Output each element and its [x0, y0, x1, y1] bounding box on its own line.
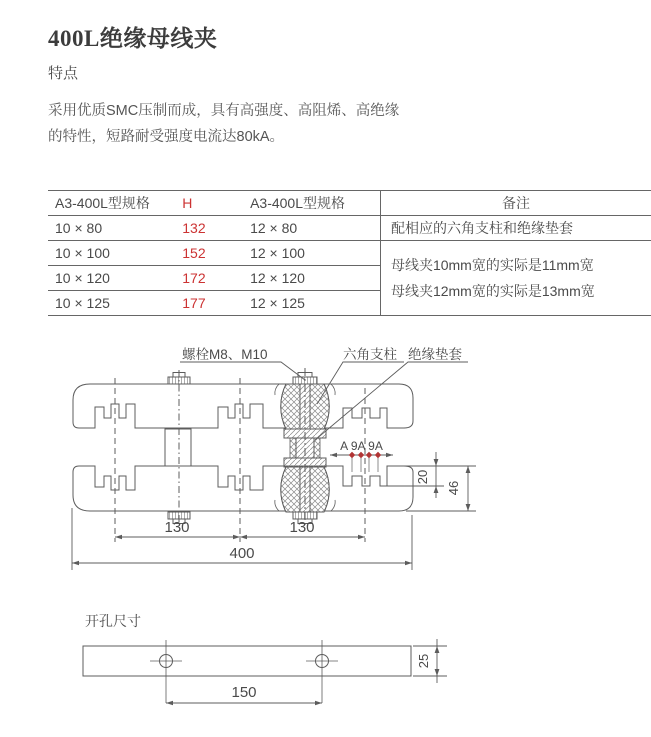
spec-table	[48, 190, 651, 316]
pitch-left-value: 130	[164, 519, 190, 536]
mounting-strip	[83, 646, 411, 676]
header-spec12: A3-400L型规格	[243, 191, 380, 216]
features-paragraph	[48, 98, 468, 150]
remark-line2: 母线夹12mm宽的实际是13mm宽	[390, 283, 595, 299]
features-heading: 特点	[48, 65, 79, 82]
header-spec10: A3-400L型规格	[48, 191, 172, 216]
header-h: H	[172, 191, 243, 216]
features-line2: 的特性，短路耐受强度电流达80kA。	[48, 129, 285, 145]
spec-table-header-row	[48, 191, 651, 216]
cell-remark: 配相应的六角支柱和绝缘垫套	[380, 216, 651, 241]
hex-pillar-label: 六角支柱	[343, 347, 397, 362]
cell-spec12: 12 × 120	[243, 266, 380, 291]
busbar-clamp-drawing	[72, 346, 476, 705]
cell-h: 132	[172, 216, 243, 241]
cell-h: 172	[172, 266, 243, 291]
cell-spec10: 10 × 80	[48, 216, 172, 241]
step-height-value: 20	[415, 469, 430, 485]
features-line1: 采用优质SMC压制而成，具有高强度、高阻烯、高绝缘	[48, 103, 400, 119]
table-row	[48, 241, 651, 266]
top-busbar-outline	[73, 384, 413, 428]
technical-drawing	[0, 330, 651, 737]
remark-line1: 母线夹10mm宽的实际是11mm宽	[390, 257, 594, 273]
cell-spec12: 12 × 100	[243, 241, 380, 266]
spacer-block	[165, 429, 191, 466]
pitch-right-value: 130	[289, 519, 315, 536]
tooth-pitch-value: A 9A 9A	[340, 439, 383, 453]
cell-spec12: 12 × 80	[243, 216, 380, 241]
total-length-dimension	[72, 508, 412, 570]
insulator-assembly	[275, 368, 335, 528]
cell-spec10: 10 × 120	[48, 266, 172, 291]
page-title: 400L绝缘母线夹	[48, 26, 218, 51]
cell-h: 152	[172, 241, 243, 266]
cell-spec10: 10 × 125	[48, 291, 172, 316]
hole-pitch-value: 150	[231, 684, 257, 701]
sleeve-label: 绝缘垫套	[408, 347, 462, 362]
header-remark: 备注	[380, 191, 651, 216]
table-row	[48, 216, 651, 241]
hole-layout-drawing	[83, 639, 447, 705]
bottom-busbar-outline	[73, 466, 413, 511]
bar-height-value: 46	[446, 480, 461, 496]
cell-spec10: 10 × 100	[48, 241, 172, 266]
cell-spec12: 12 × 125	[243, 291, 380, 316]
bolt-label: 螺栓M8、M10	[182, 347, 268, 362]
cell-h: 177	[172, 291, 243, 316]
strip-height-value: 25	[416, 653, 431, 669]
cell-remark-merged	[380, 241, 651, 316]
total-length-value: 400	[229, 545, 255, 562]
hole-drawing-label: 开孔尺寸	[85, 613, 141, 629]
